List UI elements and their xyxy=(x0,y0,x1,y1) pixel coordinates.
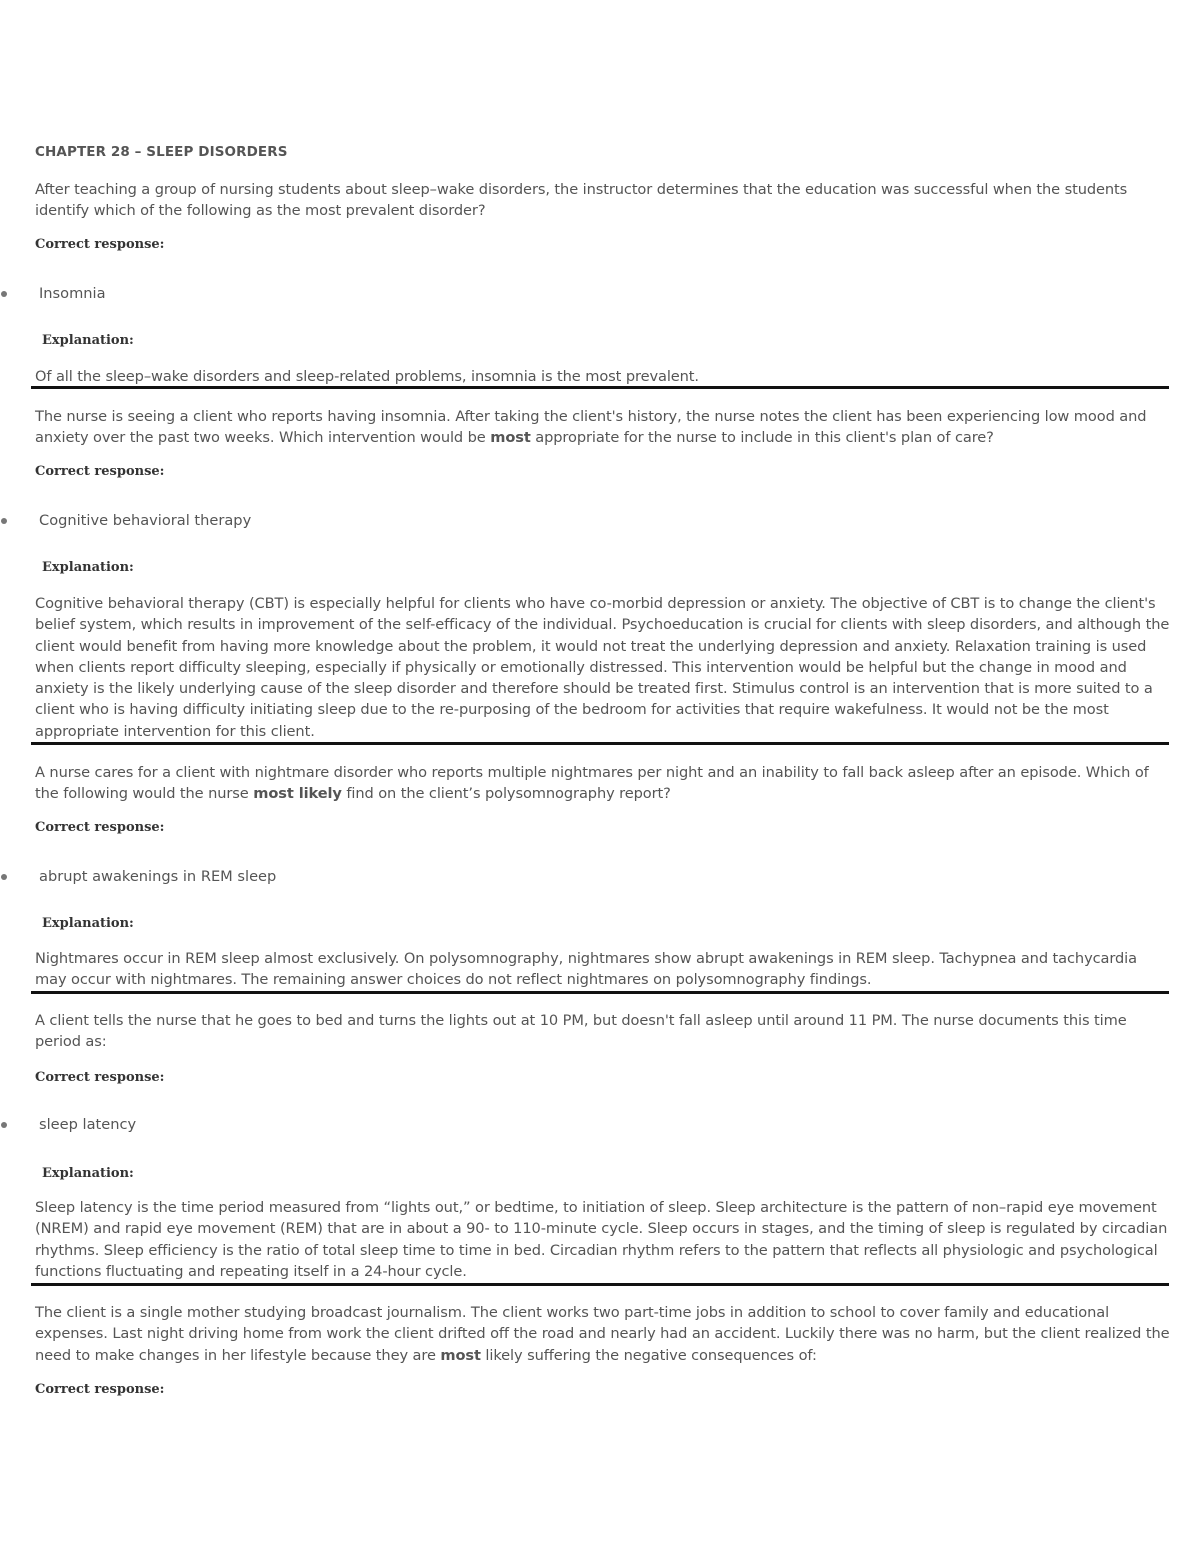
question-2-text-part: appropriate for the nurse to include in this client's plan of care? xyxy=(530,429,994,447)
question-4-answer-text: sleep latency xyxy=(39,1116,137,1133)
chapter-title: CHAPTER 28 – SLEEP DISORDERS xyxy=(35,144,288,160)
question-3-text-part: find on the client’s polysomnography report? xyxy=(341,785,671,803)
question-5-correct-label: Correct response: xyxy=(35,1382,165,1397)
question-2-answer-text: Cognitive behavioral therapy xyxy=(39,512,252,529)
question-1-answer xyxy=(0,283,1200,305)
question-3-answer xyxy=(0,866,1200,888)
question-4-explanation-label: Explanation: xyxy=(42,1166,134,1181)
question-5-text-part: likely suffering the negative consequences of: xyxy=(480,1346,817,1364)
question-5-text xyxy=(35,1302,1170,1366)
bullet-icon xyxy=(1,518,7,524)
question-2-emphasis: most xyxy=(490,429,531,447)
question-4-answer xyxy=(0,1114,1200,1136)
question-2-explanation-label: Explanation: xyxy=(42,560,134,575)
question-2-text-part: The nurse is seeing a client who reports having insomnia. After taking the client's history, the nurse notes the client has been experiencing low mood and anxiety over the past two weeks. Which intervention would be xyxy=(35,408,1147,447)
question-5-emphasis: most xyxy=(440,1346,481,1364)
question-4-text xyxy=(35,1010,1170,1053)
question-divider xyxy=(31,386,1169,389)
question-2-correct-label: Correct response: xyxy=(35,464,165,479)
question-2-explanation: Cognitive behavioral therapy (CBT) is especially helpful for clients who have co-morbid depression or anxiety. The objective of CBT is to change the client's belief system, which results in improvement of the self-efficacy of the individual. Psychoeducation is crucial for clients with sleep disorders, and although the client would benefit from having more knowledge about the problem, it would not treat the underlying depression and anxiety. Relaxation training is used when clients report difficulty sleeping, especially if physically or emotionally distressed. This intervention would be helpful but the change in mood and anxiety is the likely underlying cause of the sleep disorder and therefore should be treated first. Stimulus control is an intervention that is more suited to a client who is having difficulty initiating sleep due to the re-purposing of the bedroom for activities that require wakefulness. It would not be the most appropriate intervention for this client. xyxy=(35,595,1170,740)
question-divider xyxy=(31,742,1169,745)
question-3-text xyxy=(35,762,1170,805)
question-3-answer-text: abrupt awakenings in REM sleep xyxy=(39,868,277,885)
bullet-icon xyxy=(1,291,7,297)
question-1-explanation-label: Explanation: xyxy=(42,333,134,348)
question-5-text-part: The client is a single mother studying broadcast journalism. The client works two part-time jobs in addition to school to cover family and educational expenses. Last night driving home from work the client drifted off the road and nearly had an accident. Luckily there was no harm, but the client realized the need to make changes in her lifestyle because they are xyxy=(35,1304,1170,1364)
question-1-correct-label: Correct response: xyxy=(35,237,165,252)
question-1-text xyxy=(35,179,1170,222)
question-3-emphasis: most likely xyxy=(253,785,342,803)
question-1-answer-text: Insomnia xyxy=(39,285,106,302)
bullet-icon xyxy=(1,1122,7,1128)
question-divider xyxy=(31,1283,1169,1286)
bullet-icon xyxy=(1,874,7,880)
question-4-correct-label: Correct response: xyxy=(35,1070,165,1085)
question-2-answer xyxy=(0,510,1200,532)
question-3-text-part: A nurse cares for a client with nightmare disorder who reports multiple nightmares per night and an inability to fall back asleep after an episode. Which of the following would the nurse xyxy=(35,764,1149,803)
question-4-text-part: A client tells the nurse that he goes to bed and turns the lights out at 10 PM, but doesn't fall asleep until around 11 PM. The nurse documents this time period as: xyxy=(35,1012,1127,1051)
question-3-correct-label: Correct response: xyxy=(35,820,165,835)
question-4-explanation: Sleep latency is the time period measured from “lights out,” or bedtime, to initiation of sleep. Sleep architecture is the pattern of non–rapid eye movement (NREM) and rapid eye movement (REM) that are in about a 90- to 110-minute cycle. Sleep occurs in stages, and the timing of sleep is regulated by circadian rhythms. Sleep efficiency is the ratio of total sleep time to time in bed. Circadian rhythm refers to the pattern that reflects all physiologic and psychological functions fluctuating and repeating itself in a 24-hour cycle. xyxy=(35,1199,1168,1280)
question-1-explanation: Of all the sleep–wake disorders and sleep-related problems, insomnia is the most prevalent. xyxy=(35,368,699,385)
question-divider xyxy=(31,991,1169,994)
question-3-explanation-label: Explanation: xyxy=(42,916,134,931)
question-2-text xyxy=(35,406,1170,449)
question-3-explanation: Nightmares occur in REM sleep almost exclusively. On polysomnography, nightmares show abrupt awakenings in REM sleep. Tachypnea and tachycardia may occur with nightmares. The remaining answer choices do not reflect nightmares on polysomnography findings. xyxy=(35,950,1137,989)
question-1-text-part: After teaching a group of nursing students about sleep–wake disorders, the instructor determines that the education was successful when the students identify which of the following as the most prevalent disorder? xyxy=(35,181,1128,220)
